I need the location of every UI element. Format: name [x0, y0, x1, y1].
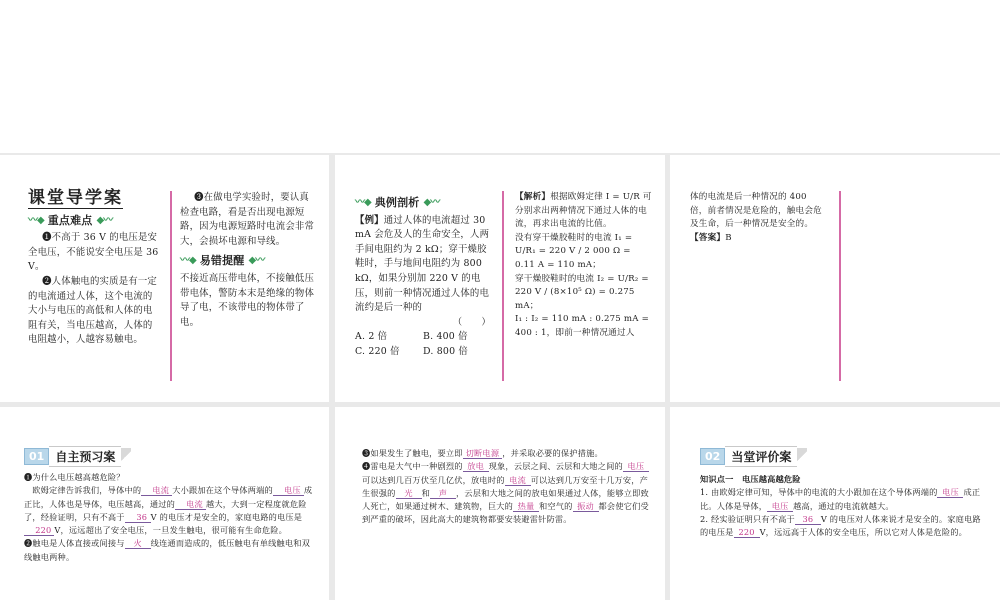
text-run: 和	[421, 487, 430, 498]
text-run: V 的电压对人体来说才是安全的。家庭电路的电压是	[700, 513, 981, 538]
text-run: ❷触电是人体直接或间接与	[24, 538, 125, 549]
fill-blank: 切断电源	[463, 448, 503, 459]
text-run: 1. 由欧姆定律可知，导体中的电流的大小跟加在这个导体两端的	[700, 487, 938, 498]
option-a: A. 2 倍	[355, 331, 388, 343]
option-b: B. 400 倍	[423, 331, 468, 343]
mistakes-heading-text: 易错提醒	[199, 254, 245, 268]
answer-value: B	[725, 232, 732, 243]
assessment-body	[700, 473, 986, 539]
preview-continued-body	[362, 447, 654, 527]
option-d: D. 800 倍	[423, 345, 468, 357]
text-run: 可以达到几万安至十几万安，产生很强的	[362, 474, 649, 498]
fill-blank: 电压	[623, 461, 649, 472]
text-run: 成正比，人体也是导体，电压越高，通过的	[24, 485, 313, 509]
text-run: V，远远高于人体的安全电压，所以它对人体是危险的。	[759, 527, 967, 538]
question-3	[362, 447, 654, 460]
keypoints-heading-text: 重点难点	[47, 213, 93, 227]
analysis-line-1: 根据欧姆定律 I = U/R 可分别求出两种情况下通过人体的电流，再求出电流的比值。	[515, 192, 652, 230]
answer-label: 【答案】	[690, 232, 726, 243]
section-number: 02	[700, 448, 725, 465]
question-1: ❶为什么电压越高越危险？	[24, 472, 125, 482]
keypoint-3: ❸在做电学实验时，要认真检查电路，看是否出现电源短路，因为电源短路时电流会非常大，会损坏电源和导线。	[180, 192, 315, 247]
fill-blank: 光	[396, 488, 422, 499]
mistakes-column	[180, 191, 316, 330]
fill-blank: 电压	[937, 487, 963, 498]
text-run: 成正比。人体是导体，	[700, 487, 981, 511]
wave-decoration-icon: ◆〰	[423, 197, 440, 208]
section-title: 自主预习案	[49, 446, 121, 467]
keypoint-2: ❷人体触电的实质是有一定的电流通过人体，这个电流的大小与电压的高低和人体的电阻有关，当电压越高，人体的电阻越小，人越容易触电。	[28, 275, 157, 346]
slide-preview-continued	[335, 407, 665, 600]
text-run: ，并采取必要的保护措施。	[502, 448, 603, 458]
section-tail-decoration	[797, 448, 807, 464]
column-divider	[839, 191, 841, 381]
analysis-column	[515, 191, 653, 341]
fill-blank: 放电	[463, 461, 489, 472]
fill-blank: 热量	[513, 501, 539, 512]
preview-body	[24, 471, 316, 564]
text-run: 现象，云层之间、云层和大地之间的	[488, 461, 623, 472]
analysis-label: 【解析】	[515, 192, 551, 202]
mistakes-heading	[180, 254, 316, 269]
fill-blank: 火	[125, 538, 151, 549]
wave-decoration-icon: ◆〰	[96, 214, 113, 226]
wave-decoration-icon: ◆〰	[248, 255, 265, 267]
answer-1	[24, 484, 316, 537]
keypoints-column	[28, 188, 162, 348]
slide-guide-keypoints	[0, 155, 329, 402]
text-run: 越大，大到一定程度就危险了，经验证明，只有不高于	[24, 498, 307, 522]
mistakes-text: 不接近高压带电体，不接触低压带电体，警防本末是绝缘的物体导了电，不该带电的物体带了电。	[180, 272, 315, 328]
example-label: 【例】	[355, 214, 384, 226]
keypoints-heading	[28, 214, 162, 229]
section-title: 当堂评价案	[725, 446, 797, 467]
text-run: 欧姆定律告诉我们，导体中的	[32, 485, 142, 496]
fill-blank: 36	[125, 512, 151, 523]
fill-blank: 220	[734, 527, 760, 538]
page-title: 课堂导学案	[28, 188, 123, 208]
fill-blank: 振动	[573, 501, 599, 512]
column-divider	[502, 191, 504, 381]
section-number: 01	[24, 448, 49, 465]
wave-decoration-icon: 〰◆	[180, 255, 196, 267]
analysis-line-2: 没有穿干燥胶鞋时的电流 I₁ = U/R₁ = 220 V / 2 000 Ω = 0.11 A = 110 mA；	[515, 232, 633, 270]
knowledge-point: 知识点一 电压越高越危险	[700, 474, 801, 484]
assessment-q2	[700, 513, 986, 540]
fill-blank: 电流	[505, 475, 531, 486]
text-run: 都会使它们受到严重的破坏，因此高大的建筑物都要安装避雷针防雷。	[362, 501, 649, 525]
question-4	[362, 460, 654, 526]
section-tail-decoration	[121, 448, 131, 464]
text-run: ❹雷电是大气中一种剧烈的	[362, 461, 463, 472]
text-run: 可以达到几百万伏至几亿伏，放电时的	[362, 474, 505, 485]
text-run: V，远远超出了安全电压，一旦发生触电，很可能有生命危险。	[54, 525, 287, 536]
slide-example	[335, 155, 665, 402]
answer-paren: （ ）	[452, 316, 491, 328]
question-2	[24, 537, 316, 564]
wave-decoration-icon: 〰◆	[355, 197, 371, 208]
keypoint-1: ❶不高于 36 V 的电压是安全电压，不能说安全电压是 36 V。	[28, 232, 159, 273]
example-heading-text: 典例剖析	[374, 196, 420, 209]
text-run: 越高，通过的电流就越大。	[793, 500, 894, 511]
fill-blank: 电流	[141, 485, 172, 496]
wave-decoration-icon: 〰◆	[28, 214, 44, 226]
slide-assessment	[670, 407, 1000, 600]
text-run: 2. 经实验证明只有不高于	[700, 513, 795, 524]
slide-preview	[0, 407, 329, 600]
analysis-line-4: I₁ : I₂ = 110 mA : 0.275 mA = 400 : 1，即前一种情况通过人	[515, 314, 649, 338]
options-list	[355, 330, 491, 359]
fill-blank: 电压	[767, 501, 793, 512]
fill-blank: 声	[430, 488, 456, 499]
text-run: 大小跟加在这个导体两端的	[172, 485, 273, 496]
analysis-continuation: 体的电流是后一种情况的 400 倍，前者情况是危险的，触电会危及生命，后一种情况是安全的。	[690, 192, 822, 230]
slide-analysis-continued	[670, 155, 1000, 402]
fill-blank: 36	[795, 514, 821, 525]
example-column	[355, 191, 491, 360]
analysis-line-3: 穿干燥胶鞋时的电流 I₂ = U/R₂ = 220 V / (8×10⁵ Ω) = 0.275 mA；	[515, 273, 649, 311]
text-run: ❸如果发生了触电，要立即	[362, 448, 463, 458]
assessment-q1	[700, 486, 986, 513]
column-divider	[170, 191, 172, 381]
example-text: 通过人体的电流超过 30 mA 会危及人的生命安全，人两手间电阻约为 2 kΩ；穿干燥胶鞋时，手与地间电阻约为 800 kΩ，如果分别加 220 V 的电压，则前一种情况通过人体的电流约是后一种的	[355, 214, 490, 314]
text-run: 和空气的	[538, 501, 573, 512]
section-header	[24, 447, 131, 465]
text-run: V 的电压才是安全的，家庭电路的电压是	[150, 511, 303, 522]
fill-blank: 电压	[273, 485, 304, 496]
text-run: ，云层和大地之间的放电如果通过人体，能够立即致人死亡，如果通过树木、建筑物，巨大的	[362, 487, 649, 512]
blank-header-area	[0, 0, 1000, 153]
section-header	[700, 447, 807, 465]
example-heading	[355, 196, 491, 211]
fill-blank: 220	[24, 525, 54, 536]
fill-blank: 电流	[175, 499, 206, 510]
option-c: C. 220 倍	[355, 345, 400, 357]
continuation-column	[690, 191, 826, 245]
text-run: 线连通而造成的，低压触电有单线触电和双线触电两种。	[24, 538, 311, 562]
